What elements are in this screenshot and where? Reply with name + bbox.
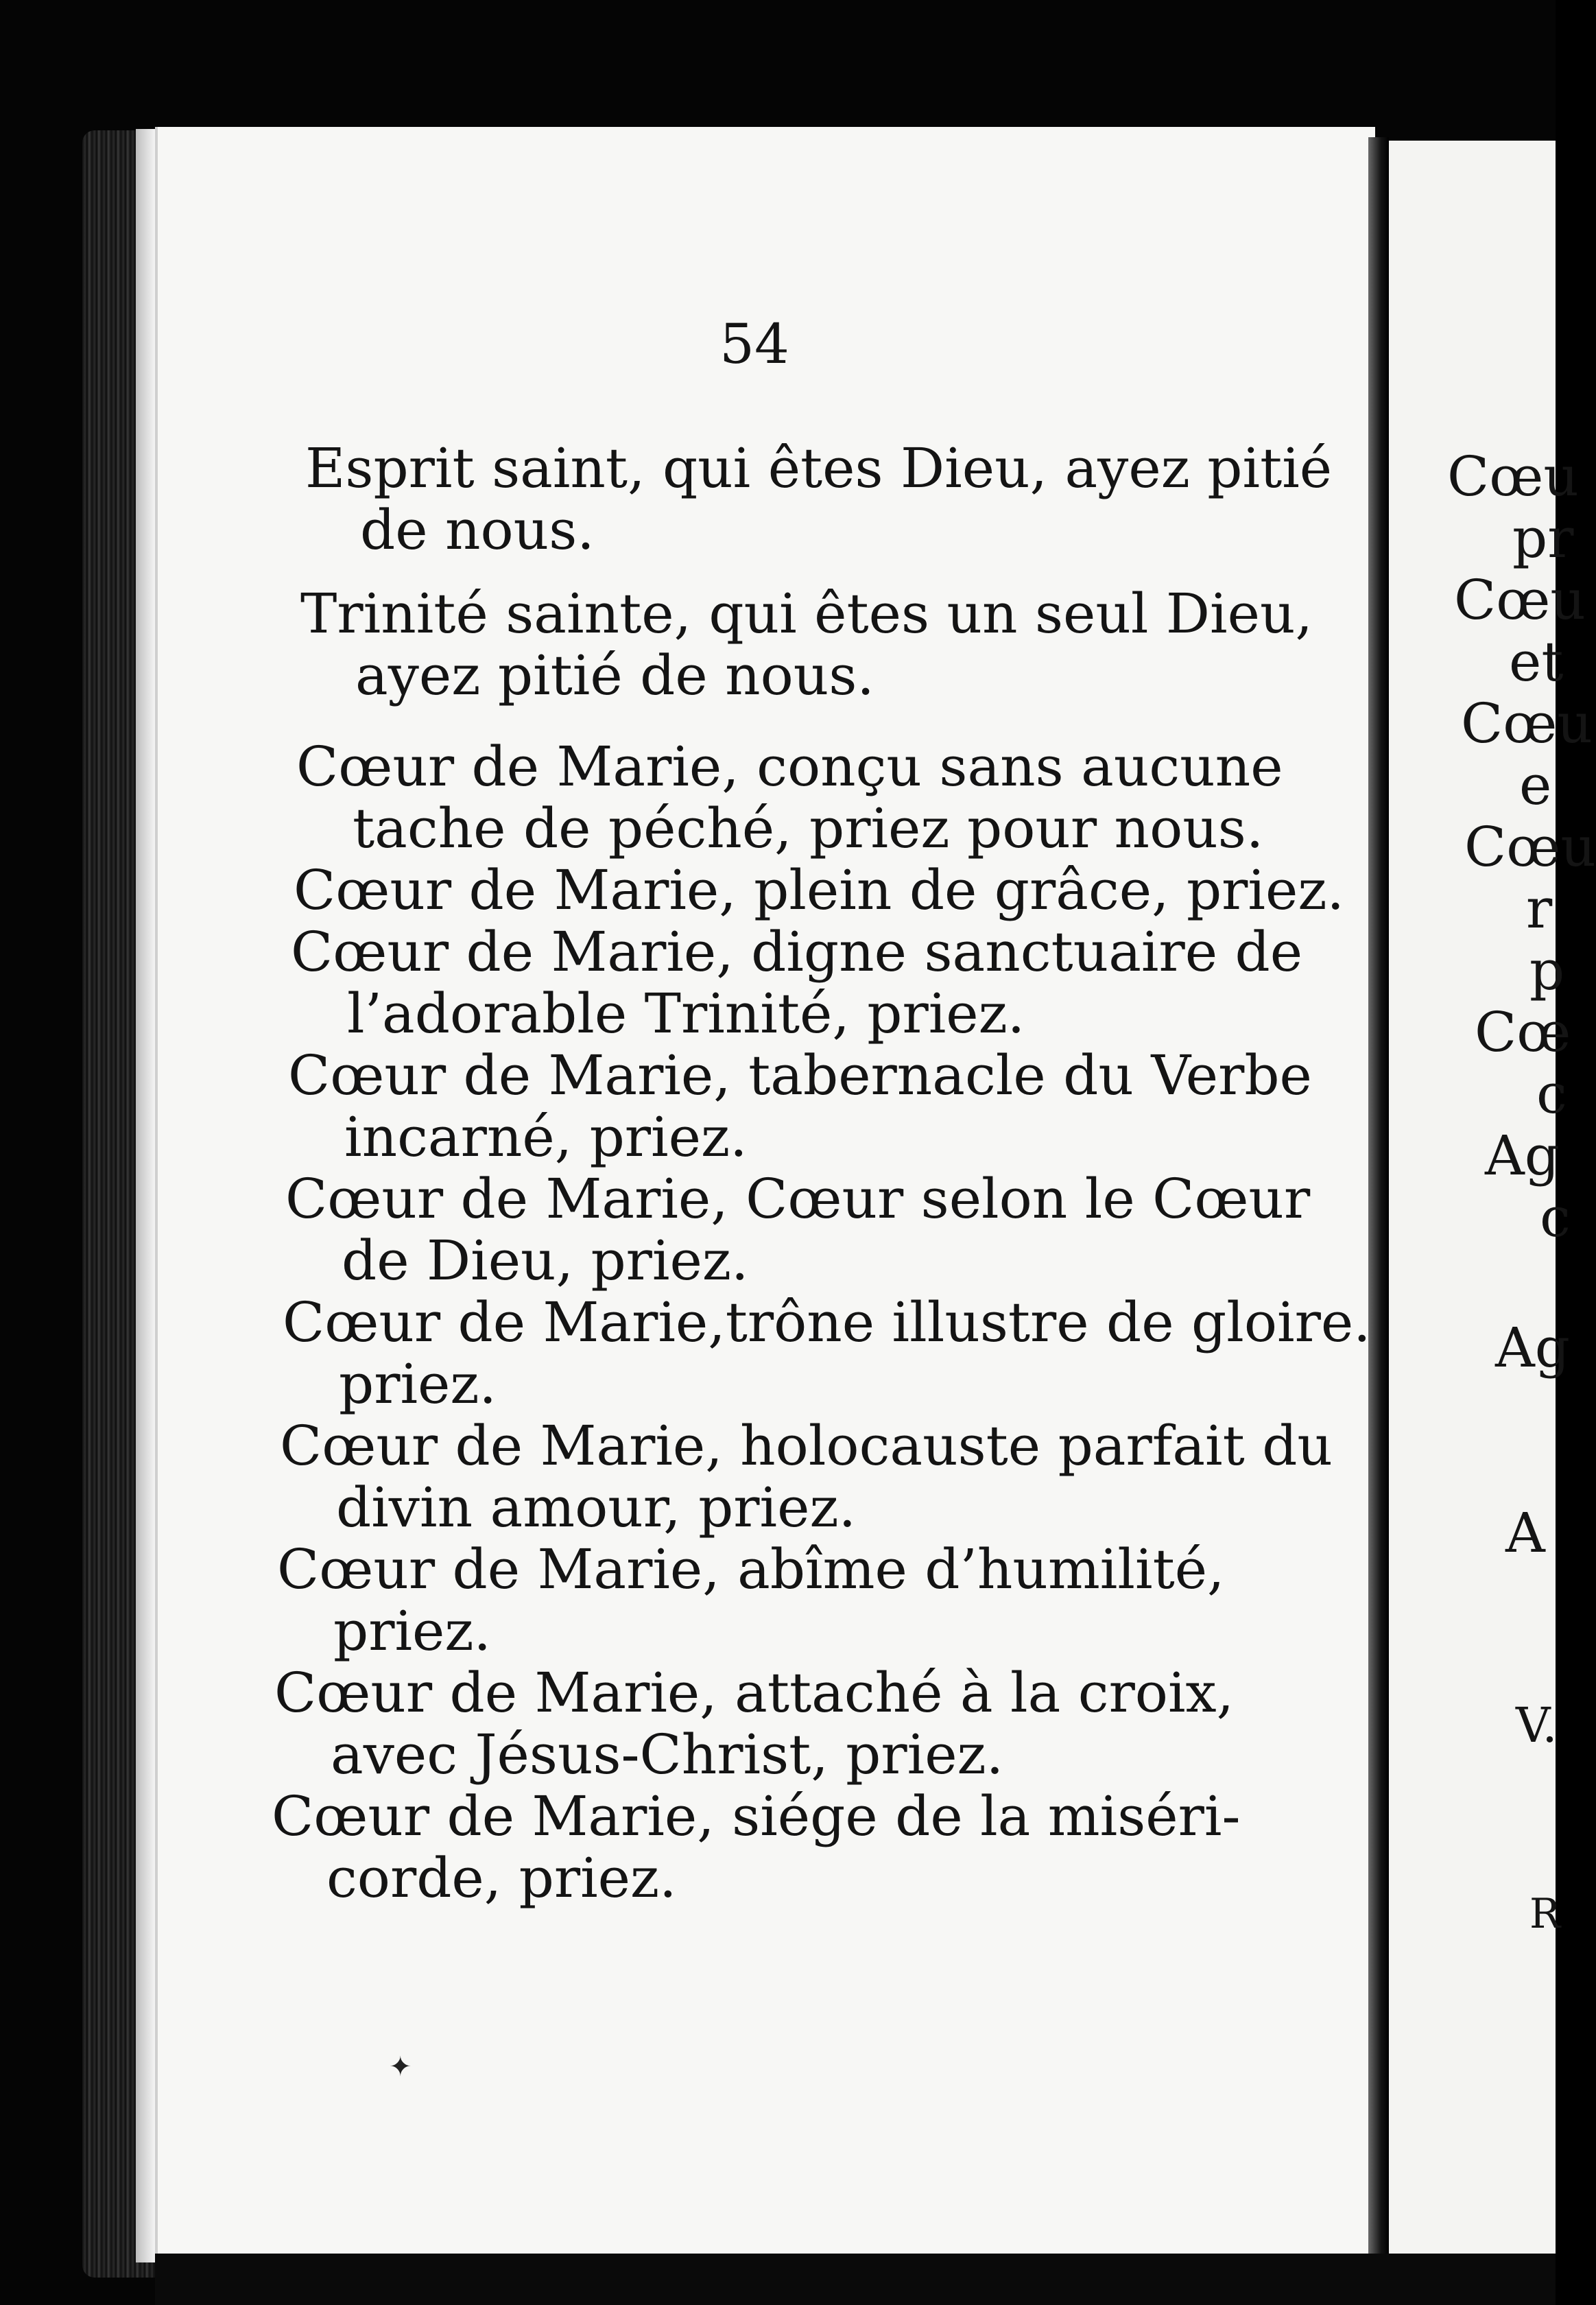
facing-text-fragment: Cœ bbox=[1475, 1000, 1571, 1064]
text-line: Esprit saint, qui êtes Dieu, ayez pitié bbox=[305, 436, 1333, 500]
text-line: Cœur de Marie,trône illustre de gloire. bbox=[283, 1290, 1371, 1354]
text-line: l’adorable Trinité, priez. bbox=[347, 982, 1025, 1045]
facing-text-fragment: c bbox=[1540, 1185, 1571, 1249]
text-line: Cœur de Marie, tabernacle du Verbe bbox=[288, 1043, 1312, 1107]
facing-text-fragment: Ag bbox=[1485, 1124, 1560, 1187]
facing-text-fragment: Cœu bbox=[1447, 445, 1579, 508]
text-line: priez. bbox=[333, 1599, 491, 1663]
text-line: avec Jésus-Christ, priez. bbox=[331, 1723, 1004, 1786]
facing-text-fragment: et bbox=[1509, 630, 1564, 694]
text-line: ayez pitié de nous. bbox=[355, 643, 874, 707]
text-line: divin amour, priez. bbox=[336, 1476, 857, 1539]
text-line: priez. bbox=[339, 1352, 497, 1416]
page-number: 54 bbox=[719, 312, 789, 376]
facing-text-fragment: V. bbox=[1516, 1697, 1558, 1753]
text-line: corde, priez. bbox=[326, 1846, 677, 1910]
text-line: incarné, priez. bbox=[344, 1105, 748, 1169]
text-line: Cœur de Marie, Cœur selon le Cœur bbox=[285, 1167, 1311, 1231]
facing-text-fragment: c bbox=[1536, 1062, 1567, 1126]
text-line: Trinité sainte, qui êtes un seul Dieu, bbox=[300, 582, 1313, 646]
facing-text-fragment: Cœu bbox=[1464, 815, 1596, 879]
text-line: Cœur de Marie, digne sanctuaire de bbox=[291, 920, 1303, 984]
text-line: Cœur de Marie, siége de la miséri- bbox=[272, 1784, 1241, 1848]
text-line: Cœur de Marie, conçu sans aucune bbox=[296, 735, 1283, 799]
text-line: Cœur de Marie, attaché à la croix, bbox=[274, 1661, 1235, 1725]
ink-mark: ✦ bbox=[389, 2051, 412, 2083]
facing-text-fragment: Cœu bbox=[1461, 692, 1593, 755]
text-line: de nous. bbox=[360, 498, 595, 562]
text-line: Cœur de Marie, holocauste parfait du bbox=[280, 1414, 1333, 1478]
text-line: Cœur de Marie, abîme d’humilité, bbox=[277, 1537, 1225, 1601]
facing-text-fragment: A bbox=[1505, 1501, 1545, 1565]
facing-text-fragment: Cœu bbox=[1454, 568, 1586, 632]
facing-text-fragment: p bbox=[1529, 938, 1565, 1002]
text-line: Cœur de Marie, plein de grâce, priez. bbox=[294, 858, 1344, 922]
facing-text-fragment: r bbox=[1526, 877, 1553, 941]
facing-text-fragment: e bbox=[1519, 753, 1552, 817]
facing-text-fragment: R bbox=[1529, 1890, 1561, 1938]
facing-text-fragment: pr bbox=[1512, 506, 1574, 570]
text-line: de Dieu, priez. bbox=[342, 1229, 749, 1292]
facing-text-fragment: Ag bbox=[1495, 1316, 1570, 1380]
text-line: tache de péché, priez pour nous. bbox=[353, 796, 1264, 860]
